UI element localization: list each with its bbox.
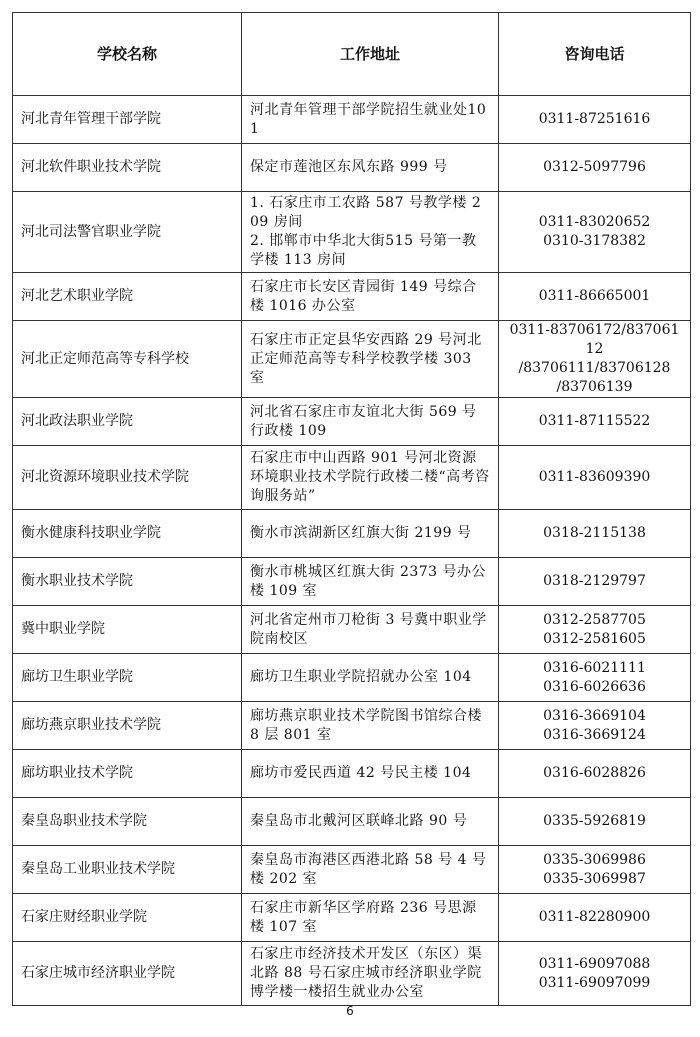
phone-number: 0311-83609390 [538, 469, 651, 485]
header-work-address: 工作地址 [242, 13, 499, 96]
address-cell [242, 192, 499, 273]
table-row [13, 273, 691, 321]
school-name-cell: 廊坊职业技术学院 [13, 750, 242, 798]
address-cell [242, 894, 499, 942]
page-number: 6 [346, 1004, 354, 1018]
header-school-name: 学校名称 [13, 13, 242, 96]
address-cell [242, 654, 499, 702]
address-line: 2. 邯郸市中华北大街515 号第一教学楼 113 房间 [250, 233, 477, 268]
address-cell [242, 750, 499, 798]
table-row [13, 606, 691, 654]
phone-cell [499, 606, 691, 654]
address-line: 石家庄市新华区学府路 236 号思源楼 107 室 [250, 899, 477, 935]
address-cell [242, 398, 499, 446]
address-cell [242, 273, 499, 321]
phone-number: 0312-5097796 [543, 159, 646, 175]
school-name-cell: 冀中职业学院 [13, 606, 242, 654]
table-row [13, 398, 691, 446]
phone-cell [499, 894, 691, 942]
address-line: 石家庄市正定县华安西路 29 号河北正定师范高等专科学校教学楼 303 室 [250, 331, 482, 386]
phone-cell [499, 846, 691, 894]
address-line: 石家庄市中山西路 901 号河北资源环境职业技术学院行政楼二楼“高考咨询服务站” [250, 450, 490, 504]
phone-number: 0316-3669104 [543, 707, 646, 724]
address-line: 衡水市滨湖新区红旗大街 2199 号 [250, 525, 472, 541]
phone-number: 0312-2581605 [543, 630, 646, 647]
school-name-cell: 石家庄财经职业学院 [13, 894, 242, 942]
address-line: 秦皇岛市海港区西港北路 58 号 4 号楼 202 室 [250, 851, 487, 887]
school-name-cell: 石家庄城市经济职业学院 [13, 942, 242, 1006]
phone-number: 0311-86665001 [538, 288, 651, 304]
school-name-cell: 衡水职业技术学院 [13, 558, 242, 606]
school-name-cell: 衡水健康科技职业学院 [13, 510, 242, 558]
phone-cell [499, 654, 691, 702]
phone-cell [499, 750, 691, 798]
phone-number: 0316-3669124 [543, 726, 646, 743]
phone-number: /83706111/83706128 [518, 360, 671, 376]
phone-number: 0318-2115138 [543, 525, 646, 541]
header-row [13, 13, 691, 96]
address-cell [242, 446, 499, 510]
phone-number: /83706139 [556, 379, 633, 395]
address-line: 廊坊卫生职业学院招就办公室 104 [250, 669, 472, 685]
table-body [13, 96, 691, 1006]
table-row [13, 321, 691, 398]
address-line: 廊坊燕京职业技术学院图书馆综合楼 8 层 801 室 [250, 707, 482, 743]
address-line: 河北省定州市刀枪街 3 号冀中职业学院南校区 [250, 611, 487, 647]
address-line: 1. 石家庄市工农路 587 号教学楼 209 房间 [250, 195, 482, 230]
phone-cell [499, 321, 691, 398]
table-row [13, 798, 691, 846]
table-row [13, 750, 691, 798]
address-line: 秦皇岛市北戴河区联峰北路 90 号 [250, 813, 468, 829]
table-row [13, 192, 691, 273]
phone-cell [499, 942, 691, 1006]
phone-cell [499, 96, 691, 144]
address-cell [242, 702, 499, 750]
address-line: 河北青年管理干部学院招生就业处101 [250, 101, 487, 137]
address-line: 石家庄市经济技术开发区（东区）渠北路 88 号石家庄城市经济职业学院博学楼一楼招生就业办公室 [250, 946, 482, 1000]
phone-cell [499, 273, 691, 321]
phone-number: 0311-87251616 [538, 111, 651, 127]
address-line: 保定市莲池区东风东路 999 号 [250, 159, 448, 175]
phone-number: 0335-3069987 [543, 870, 646, 887]
phone-number: 0312-2587705 [543, 611, 646, 628]
phone-number: 0310-3178382 [543, 233, 646, 249]
phone-number: 0311-87115522 [538, 413, 651, 429]
address-cell [242, 96, 499, 144]
school-name-cell: 廊坊燕京职业技术学院 [13, 702, 242, 750]
phone-number: 0311-69097088 [538, 955, 651, 972]
phone-number: 0316-6026636 [543, 678, 646, 695]
address-cell [242, 510, 499, 558]
table-row [13, 558, 691, 606]
table-row [13, 942, 691, 1006]
address-cell [242, 606, 499, 654]
phone-cell [499, 798, 691, 846]
phone-cell [499, 510, 691, 558]
phone-number: 0318-2129797 [543, 573, 646, 589]
address-cell [242, 321, 499, 398]
school-name-cell: 河北艺术职业学院 [13, 273, 242, 321]
phone-number: 0316-6028826 [543, 765, 646, 781]
phone-cell [499, 558, 691, 606]
table-row [13, 144, 691, 192]
table-row [13, 446, 691, 510]
phone-number: 0316-6021111 [543, 659, 646, 676]
school-name-cell: 河北资源环境职业技术学院 [13, 446, 242, 510]
phone-number: 0311-69097099 [538, 974, 651, 991]
address-cell [242, 144, 499, 192]
table-row [13, 846, 691, 894]
header-phone: 咨询电话 [499, 13, 691, 96]
table-row [13, 894, 691, 942]
address-cell [242, 942, 499, 1006]
address-line: 石家庄市长安区青园街 149 号综合楼 1016 办公室 [250, 278, 477, 314]
address-line: 廊坊市爱民西道 42 号民主楼 104 [250, 765, 472, 781]
phone-number: 0311-82280900 [538, 909, 651, 925]
school-name-cell: 秦皇岛职业技术学院 [13, 798, 242, 846]
phone-number: 0335-5926819 [543, 813, 646, 829]
address-cell [242, 558, 499, 606]
school-name-cell: 河北青年管理干部学院 [13, 96, 242, 144]
table-row [13, 702, 691, 750]
address-cell [242, 846, 499, 894]
address-line: 衡水市桃城区红旗大街 2373 号办公楼 109 室 [250, 563, 487, 599]
school-name-cell: 河北司法警官职业学院 [13, 192, 242, 273]
school-name-cell: 河北软件职业技术学院 [13, 144, 242, 192]
contacts-table [12, 12, 691, 1006]
table-row [13, 654, 691, 702]
table-row [13, 96, 691, 144]
phone-number: 0335-3069986 [543, 851, 646, 868]
phone-cell [499, 702, 691, 750]
school-name-cell: 廊坊卫生职业学院 [13, 654, 242, 702]
school-name-cell: 秦皇岛工业职业技术学院 [13, 846, 242, 894]
phone-number: 0311-83706172/83706112 [509, 322, 680, 357]
phone-cell [499, 398, 691, 446]
phone-cell [499, 446, 691, 510]
phone-number: 0311-83020652 [538, 214, 651, 230]
phone-cell [499, 192, 691, 273]
address-cell [242, 798, 499, 846]
phone-cell [499, 144, 691, 192]
address-line: 河北省石家庄市友谊北大街 569 号行政楼 109 [250, 403, 477, 439]
school-name-cell: 河北正定师范高等专科学校 [13, 321, 242, 398]
table-row [13, 510, 691, 558]
school-name-cell: 河北政法职业学院 [13, 398, 242, 446]
